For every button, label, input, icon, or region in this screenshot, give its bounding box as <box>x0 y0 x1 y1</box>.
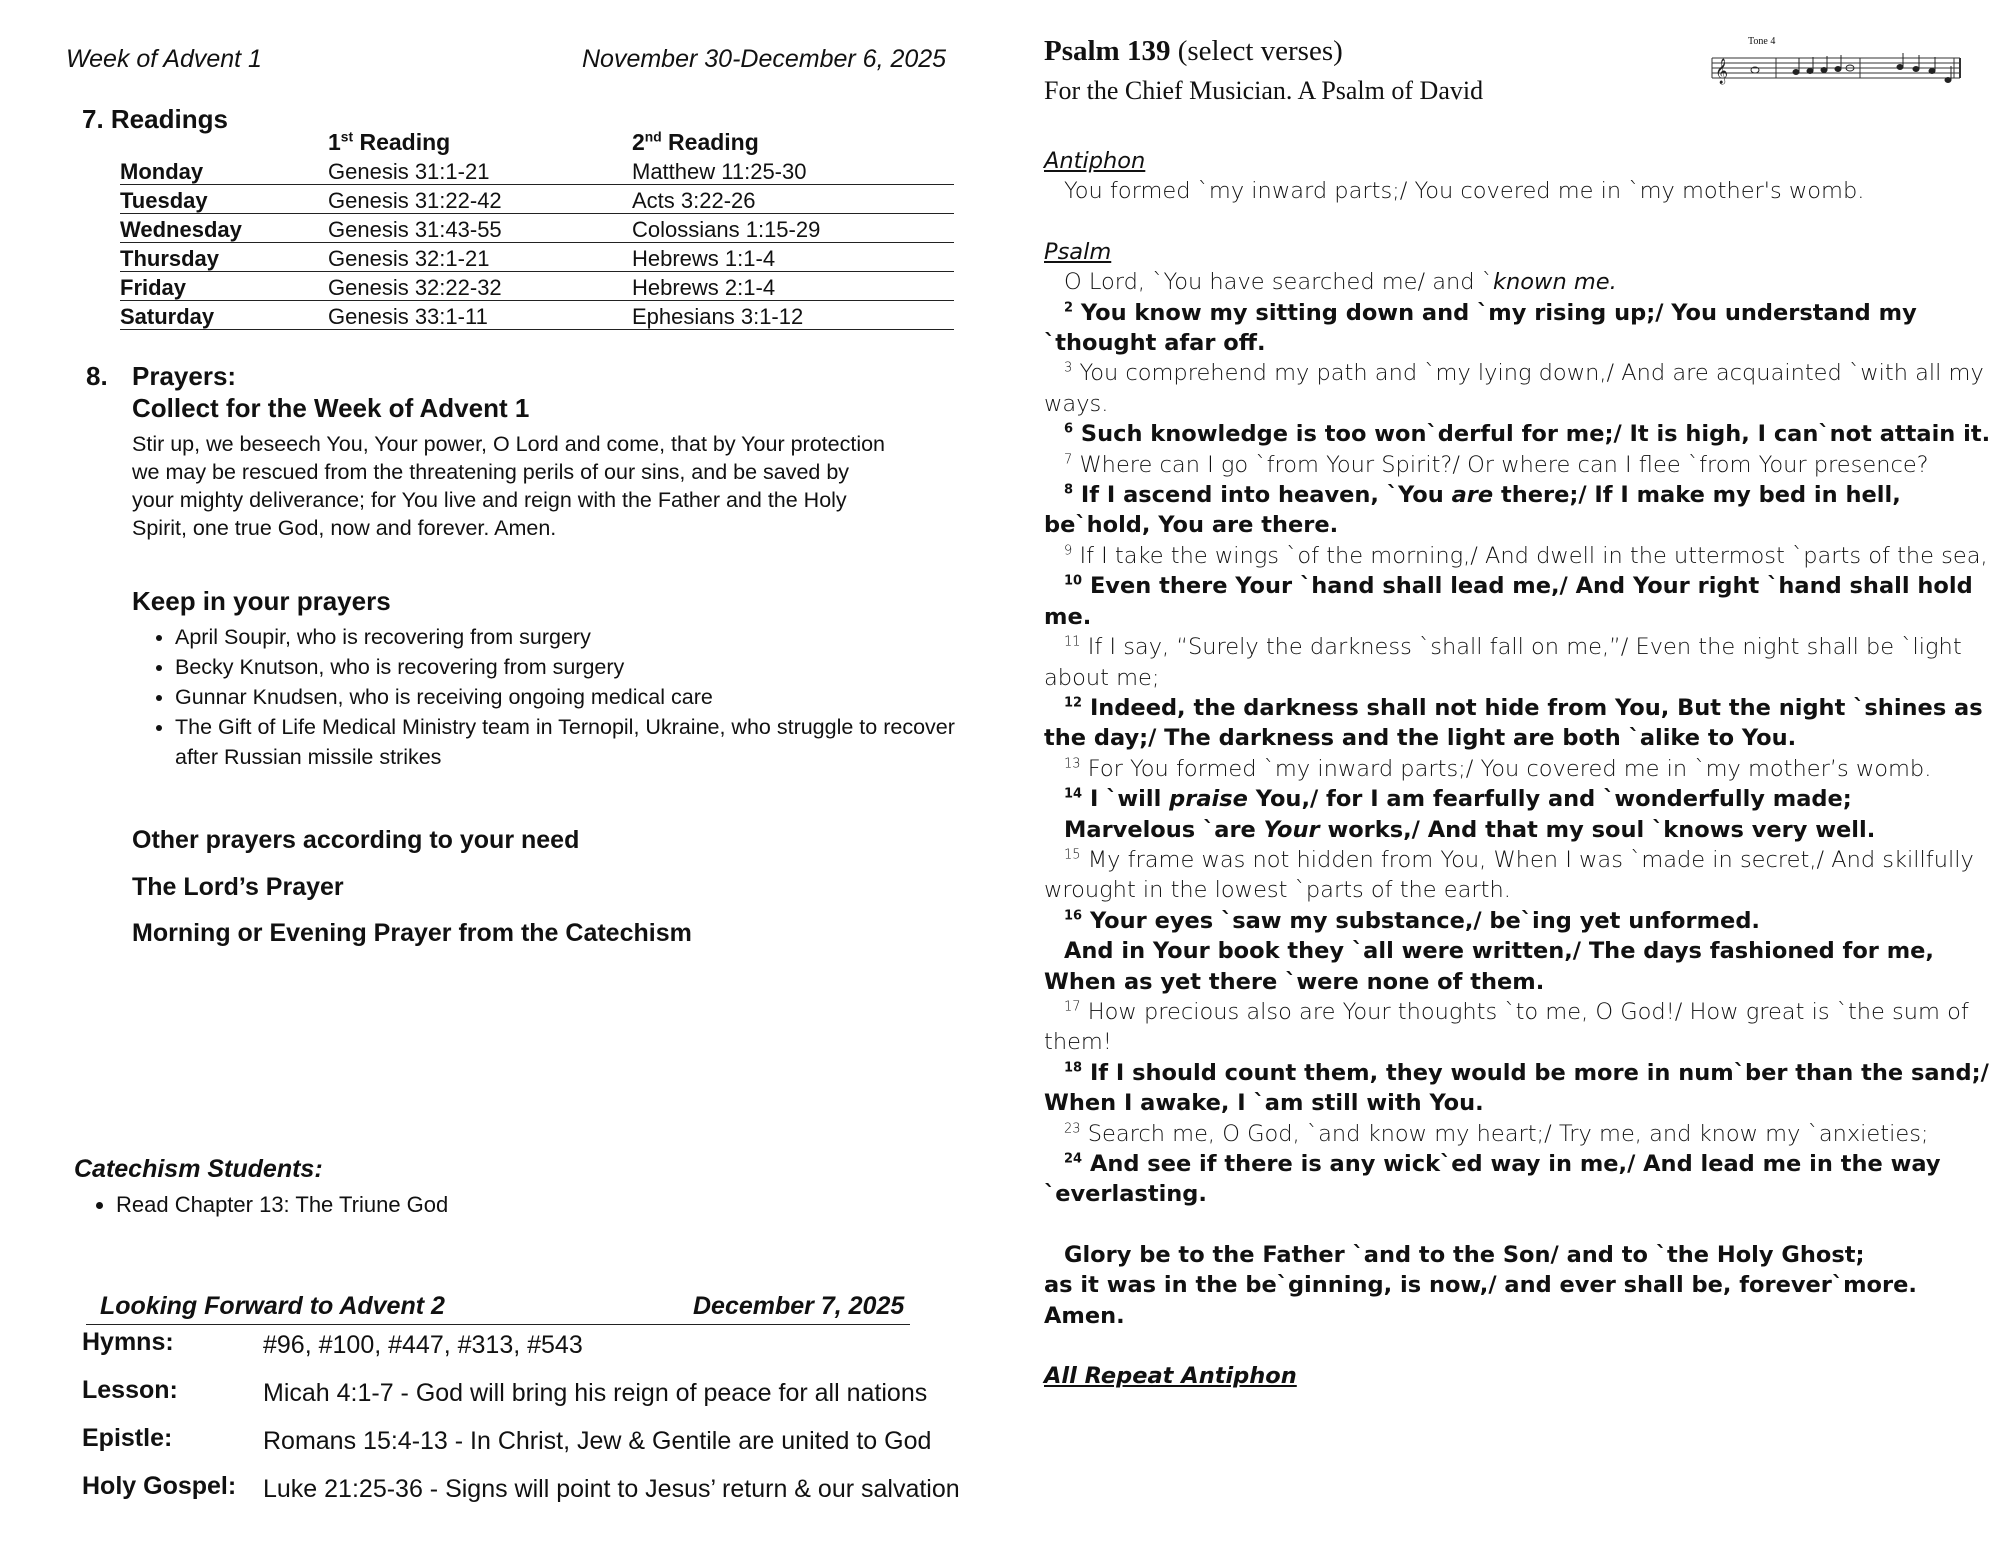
verse-6: $^6$ Such knowledge is too won`derful for me;/ It is high, I can`not attain it. <box>1064 421 1991 448</box>
second-reading-cell: Hebrews 2:1-4 <box>632 272 954 301</box>
lesson-value: Micah 4:1-7 - God will bring his reign of peace for all nations <box>263 1379 928 1407</box>
hymns-value: #96, #100, #447, #313, #543 <box>263 1331 583 1359</box>
table-row <box>120 185 954 214</box>
table-row <box>120 243 954 272</box>
table-row <box>120 301 954 330</box>
verse-16-cont: And in Your book they `all were written,/ The days fashioned for me, When as yet there `were none of them. <box>1044 938 1934 995</box>
verse-14: $^{14}$ I `will praise You,/ for I am fearfully and `wonderfully made; <box>1064 786 1852 813</box>
hymns-label: Hymns: <box>82 1328 174 1356</box>
verse-17: $^{17}$ How precious also are Your thoughts `to me, O God!/ How great is `the sum of them! <box>1044 998 1969 1056</box>
catechism-title: Catechism Students: <box>74 1155 323 1183</box>
chant-staff <box>1710 50 1962 86</box>
verse-24: $^{24}$ And see if there is any wick`ed way in me,/ And lead me in the way `everlasting. <box>1044 1151 1941 1208</box>
lookahead-date: December 7, 2025 <box>693 1292 905 1320</box>
list-item: • Read Chapter 13: The Triune God <box>116 1192 448 1218</box>
lookahead-title: Looking Forward to Advent 2 <box>100 1292 445 1320</box>
gospel-label: Holy Gospel: <box>82 1472 237 1500</box>
day-cell: Friday <box>120 272 328 301</box>
other-prayers: Other prayers according to your need <box>132 826 580 854</box>
psalm-subtitle: For the Chief Musician. A Psalm of David <box>1044 76 1484 105</box>
keep-title: Keep in your prayers <box>132 586 391 616</box>
list-item: • Becky Knutson, who is recovering from surgery <box>175 652 1005 682</box>
gospel-value: Luke 21:25-36 - Signs will point to Jesus’ return & our salvation <box>263 1475 960 1503</box>
second-reading-header: 2nd Reading <box>632 129 759 155</box>
collect-title: Collect for the Week of Advent 1 <box>132 393 530 423</box>
antiphon-text: You formed `my inward parts;/ You covered me in `my mother's womb. <box>1064 178 1865 205</box>
day-cell: Monday <box>120 156 328 185</box>
collect-line: your mighty deliverance; for You live and reign with the Father and the Holy <box>132 488 847 512</box>
table-row <box>120 272 954 301</box>
verse-10: $^{10}$ Even there Your `hand shall lead me,/ And Your right `hand shall hold me. <box>1044 573 1973 630</box>
verse-13: $^{13}$ For You formed `my inward parts;/ You covered me in `my mother’s womb. <box>1064 755 1932 782</box>
tone-label: Tone 4 <box>1748 36 1776 47</box>
verse-15: $^{15}$ My frame was not hidden from You, When I was `made in secret,/ And skillfully wrought in the lowest `parts of the earth. <box>1044 846 1974 904</box>
verse-23: $^{23}$ Search me, O God, `and know my heart;/ Try me, and know my `anxieties; <box>1064 1120 1929 1147</box>
verse-12: $^{12}$ Indeed, the darkness shall not hide from You, But the night `shines as the day;/ The darkness and the light are both `alike to You. <box>1044 694 1983 752</box>
psalm-body <box>1044 148 1994 1391</box>
readings-table <box>120 126 954 330</box>
verse-2: $^2$ You know my sitting down and `my rising up;/ You understand my `thought afar off. <box>1044 299 1917 357</box>
first-reading-cell: Genesis 31:43-55 <box>328 214 632 243</box>
list-item: • Gunnar Knudsen, who is receiving ongoing medical care <box>175 682 1005 712</box>
second-reading-cell: Hebrews 1:1-4 <box>632 243 954 272</box>
list-item: • April Soupir, who is recovering from surgery <box>175 622 1005 652</box>
catechism-list <box>74 1192 448 1218</box>
lookahead-rule <box>86 1324 910 1325</box>
psalm-label: Psalm <box>1044 238 1112 265</box>
day-cell: Saturday <box>120 301 328 330</box>
first-reading-cell: Genesis 32:22-32 <box>328 272 632 301</box>
verse-1: O Lord, `You have searched me/ and `known me. <box>1064 269 1617 296</box>
week-dates: November 30-December 6, 2025 <box>582 45 947 73</box>
verse-9: $^9$ If I take the wings `of the morning,/ And dwell in the uttermost `parts of the sea, <box>1064 542 1988 569</box>
second-reading-cell: Matthew 11:25-30 <box>632 156 954 185</box>
first-reading-cell: Genesis 31:1-21 <box>328 156 632 185</box>
repeat-antiphon: All Repeat Antiphon <box>1044 1363 1297 1390</box>
second-reading-cell: Colossians 1:15-29 <box>632 214 954 243</box>
prayer-list <box>132 622 1005 772</box>
verse-7: $^7$ Where can I go `from Your Spirit?/ Or where can I flee `from Your presence? <box>1064 451 1929 478</box>
epistle-label: Epistle: <box>82 1424 173 1452</box>
second-reading-cell: Ephesians 3:1-12 <box>632 301 954 330</box>
lesson-label: Lesson: <box>82 1376 178 1404</box>
table-row <box>120 214 954 243</box>
catechism-prayer: Morning or Evening Prayer from the Catechism <box>132 919 692 947</box>
verse-11: $^{11}$ If I say, “Surely the darkness `shall fall on me,”/ Even the night shall be `light about me; <box>1044 634 1962 691</box>
readings-title: 7. Readings <box>82 104 228 134</box>
treble-clef-icon: 𝄞 <box>1715 59 1729 84</box>
verse-3: $^3$ You comprehend my path and `my lying down,/ And are acquainted `with all my ways. <box>1044 360 1984 417</box>
psalm-title: Psalm 139 (select verses) <box>1044 35 1343 67</box>
readings-blank-header <box>120 126 328 156</box>
list-item: • The Gift of Life Medical Ministry team in Ternopil, Ukraine, who struggle to recover after Russian missile strikes <box>175 712 955 772</box>
lords-prayer: The Lord’s Prayer <box>132 873 344 901</box>
verse-16: $^{16}$ Your eyes `saw my substance,/ be`ing yet unformed. <box>1064 907 1760 934</box>
table-row <box>120 156 954 185</box>
collect-text <box>132 430 972 542</box>
prayers-title: Prayers: <box>132 361 237 391</box>
first-reading-header: 1st Reading <box>328 129 451 155</box>
collect-line: we may be rescued from the threatening perils of our sins, and be saved by <box>132 460 850 484</box>
second-reading-cell: Acts 3:22-26 <box>632 185 954 214</box>
first-reading-cell: Genesis 33:1-11 <box>328 301 632 330</box>
gloria-line-1: Glory be to the Father `and to the Son/ and to `the Holy Ghost; <box>1064 1241 1865 1268</box>
week-title: Week of Advent 1 <box>66 45 262 73</box>
day-cell: Wednesday <box>120 214 328 243</box>
prayers-number: 8. <box>86 361 108 391</box>
antiphon-label: Antiphon <box>1044 148 1146 174</box>
first-reading-cell: Genesis 32:1-21 <box>328 243 632 272</box>
collect-line: Stir up, we beseech You, Your power, O Lord and come, that by Your protection <box>132 432 886 456</box>
gloria-line-2: as it was in the be`ginning, is now,/ and ever shall be, forever`more. Amen. <box>1044 1272 1917 1329</box>
epistle-value: Romans 15:4-13 - In Christ, Jew & Gentile are united to God <box>263 1427 932 1455</box>
verse-8: $^8$ If I ascend into heaven, `You are there;/ If I make my bed in hell, be`hold, You are there. <box>1044 482 1901 539</box>
day-cell: Thursday <box>120 243 328 272</box>
day-cell: Tuesday <box>120 185 328 214</box>
verse-18: $^{18}$ If I should count them, they would be more in num`ber than the sand;/ When I awake, I `am still with You. <box>1044 1059 1989 1117</box>
first-reading-cell: Genesis 31:22-42 <box>328 185 632 214</box>
collect-line: Spirit, one true God, now and forever. Amen. <box>132 516 557 540</box>
verse-14-cont: Marvelous `are Your works,/ And that my soul `knows very well. <box>1064 816 1876 843</box>
